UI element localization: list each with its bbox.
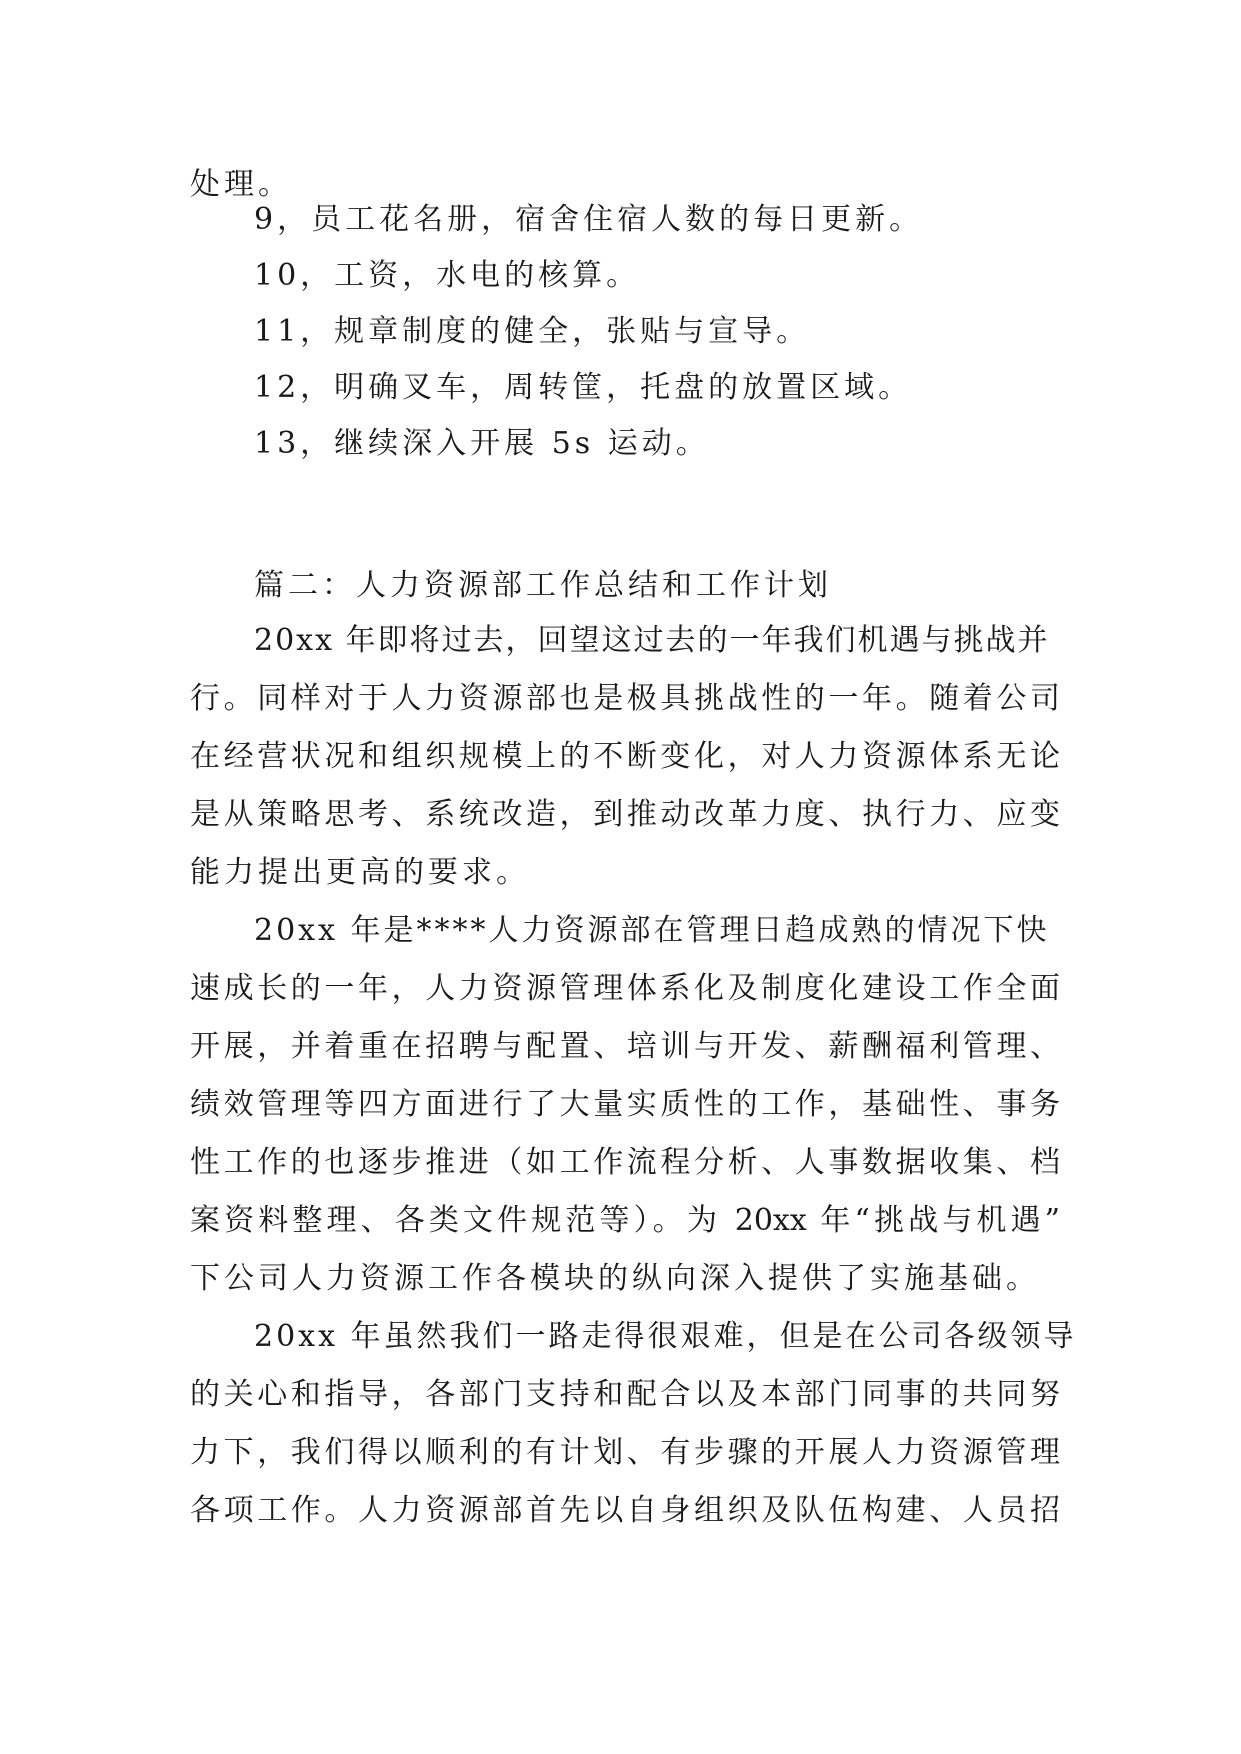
- list-item-9: 9，员工花名册，宿舍住宿人数的每日更新。: [254, 202, 924, 237]
- paragraph-3-line-3: 力下，我们得以顺利的有计划、有步骤的开展人力资源管理: [190, 1435, 1060, 1470]
- paragraph-2-line-7: 下公司人力资源工作各模块的纵向深入提供了实施基础。: [190, 1261, 1040, 1296]
- section-title: 篇二：人力资源部工作总结和工作计划: [254, 568, 832, 603]
- list-item-12: 12，明确叉车，周转筐，托盘的放置区域。: [254, 370, 913, 405]
- list-item-13: 13，继续深入开展 5s 运动。: [254, 426, 710, 461]
- paragraph-1-line-2: 行。同样对于人力资源部也是极具挑战性的一年。随着公司: [190, 681, 1060, 716]
- paragraph-1-line-4: 是从策略思考、系统改造，到推动改革力度、执行力、应变: [190, 797, 1060, 832]
- paragraph-2-line-6: 案资料整理、各类文件规范等）。为 20xx 年“挑战与机遇”: [190, 1203, 1060, 1238]
- paragraph-2-line-2: 速成长的一年，人力资源管理体系化及制度化建设工作全面: [190, 971, 1060, 1006]
- paragraph-2-line-1: 20xx 年是****人力资源部在管理日趋成熟的情况下快: [254, 913, 1050, 948]
- list-item-10: 10，工资，水电的核算。: [254, 258, 641, 293]
- paragraph-2-line-5: 性工作的也逐步推进（如工作流程分析、人事数据收集、档: [190, 1145, 1060, 1180]
- paragraph-3-line-2: 的关心和指导，各部门支持和配合以及本部门同事的共同努: [190, 1377, 1060, 1412]
- paragraph-2-line-3: 开展，并着重在招聘与配置、培训与开发、薪酬福利管理、: [190, 1029, 1060, 1064]
- text-line-continuation: 处理。: [190, 167, 292, 202]
- paragraph-1-line-1: 20xx 年即将过去，回望这过去的一年我们机遇与挑战并: [254, 623, 1050, 658]
- paragraph-1-line-5: 能力提出更高的要求。: [190, 855, 530, 890]
- paragraph-1-line-3: 在经营状况和组织规模上的不断变化，对人力资源体系无论: [190, 739, 1060, 774]
- paragraph-3-line-1: 20xx 年虽然我们一路走得很艰难，但是在公司各级领导: [254, 1319, 1077, 1354]
- paragraph-3-line-4: 各项工作。人力资源部首先以自身组织及队伍构建、人员招: [190, 1493, 1060, 1528]
- paragraph-2-line-4: 绩效管理等四方面进行了大量实质性的工作，基础性、事务: [190, 1087, 1060, 1122]
- list-item-11: 11，规章制度的健全，张贴与宣导。: [254, 314, 811, 349]
